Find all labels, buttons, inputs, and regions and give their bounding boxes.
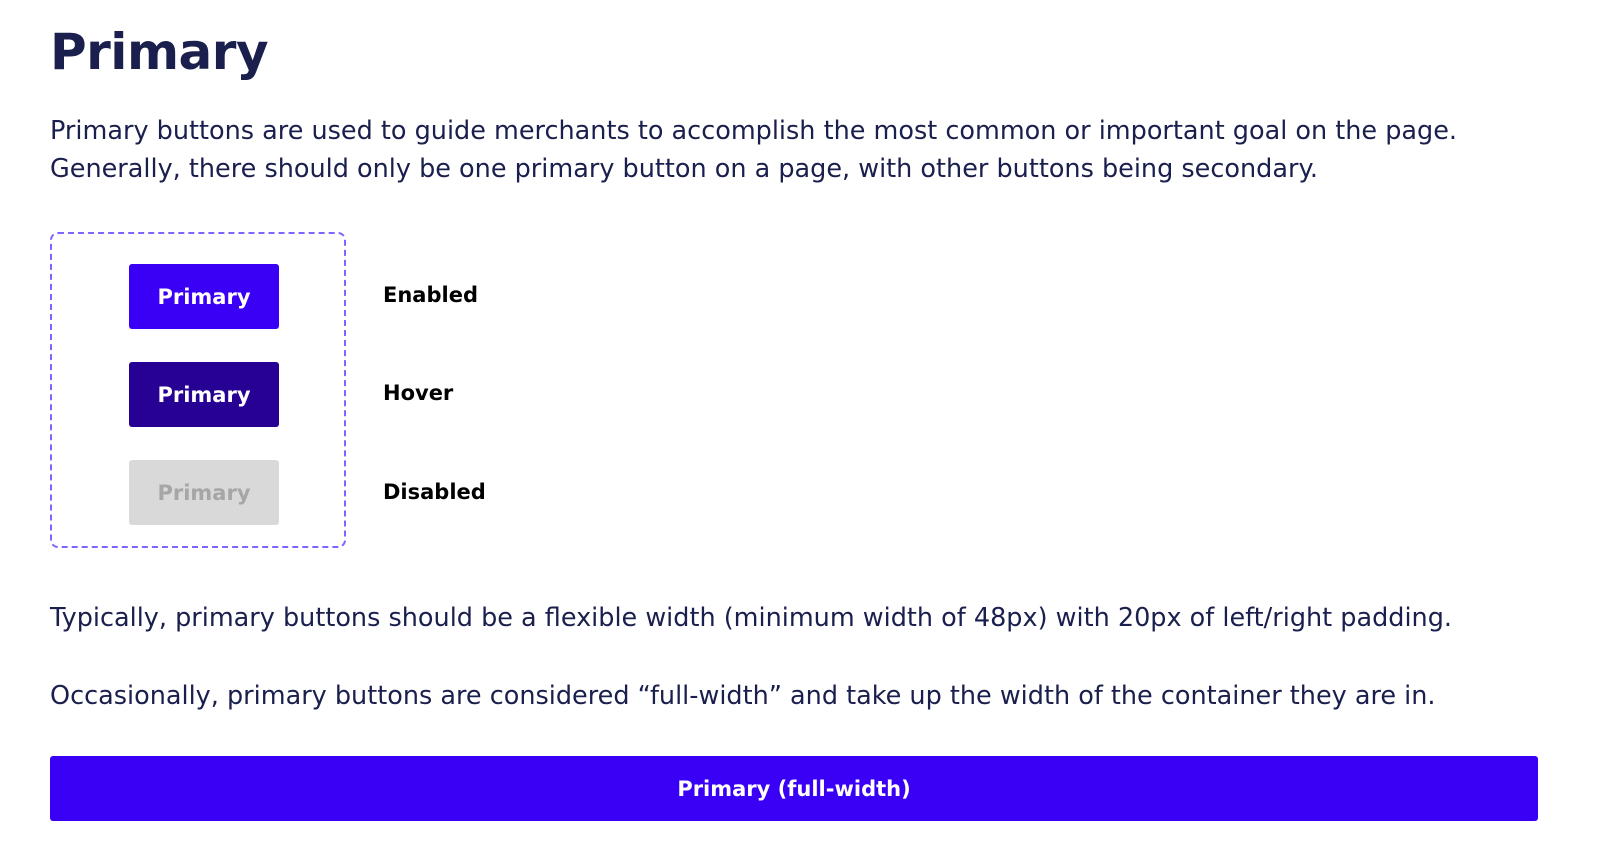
page-title: Primary — [50, 23, 269, 81]
intro-paragraph: Primary buttons are used to guide merchants to accomplish the most common or important goal on the page. Generally, there should only be one primary button on a page, with other buttons being secondary. — [50, 116, 1458, 184]
primary-button-disabled: Primary — [129, 460, 279, 525]
button-states-demo — [50, 232, 346, 548]
primary-button-hover[interactable]: Primary — [129, 362, 279, 427]
primary-button-enabled[interactable]: Primary — [129, 264, 279, 329]
width-guideline-paragraph: Typically, primary buttons should be a flexible width (minimum width of 48px) with 20px of left/right padding. — [50, 603, 1453, 633]
state-label-hover: Hover — [383, 381, 454, 405]
full-width-paragraph: Occasionally, primary buttons are considered “full-width” and take up the width of the container they are in. — [50, 681, 1436, 711]
primary-full-width-button[interactable]: Primary (full-width) — [50, 756, 1538, 821]
state-label-enabled: Enabled — [383, 283, 478, 307]
state-label-disabled: Disabled — [383, 480, 486, 504]
